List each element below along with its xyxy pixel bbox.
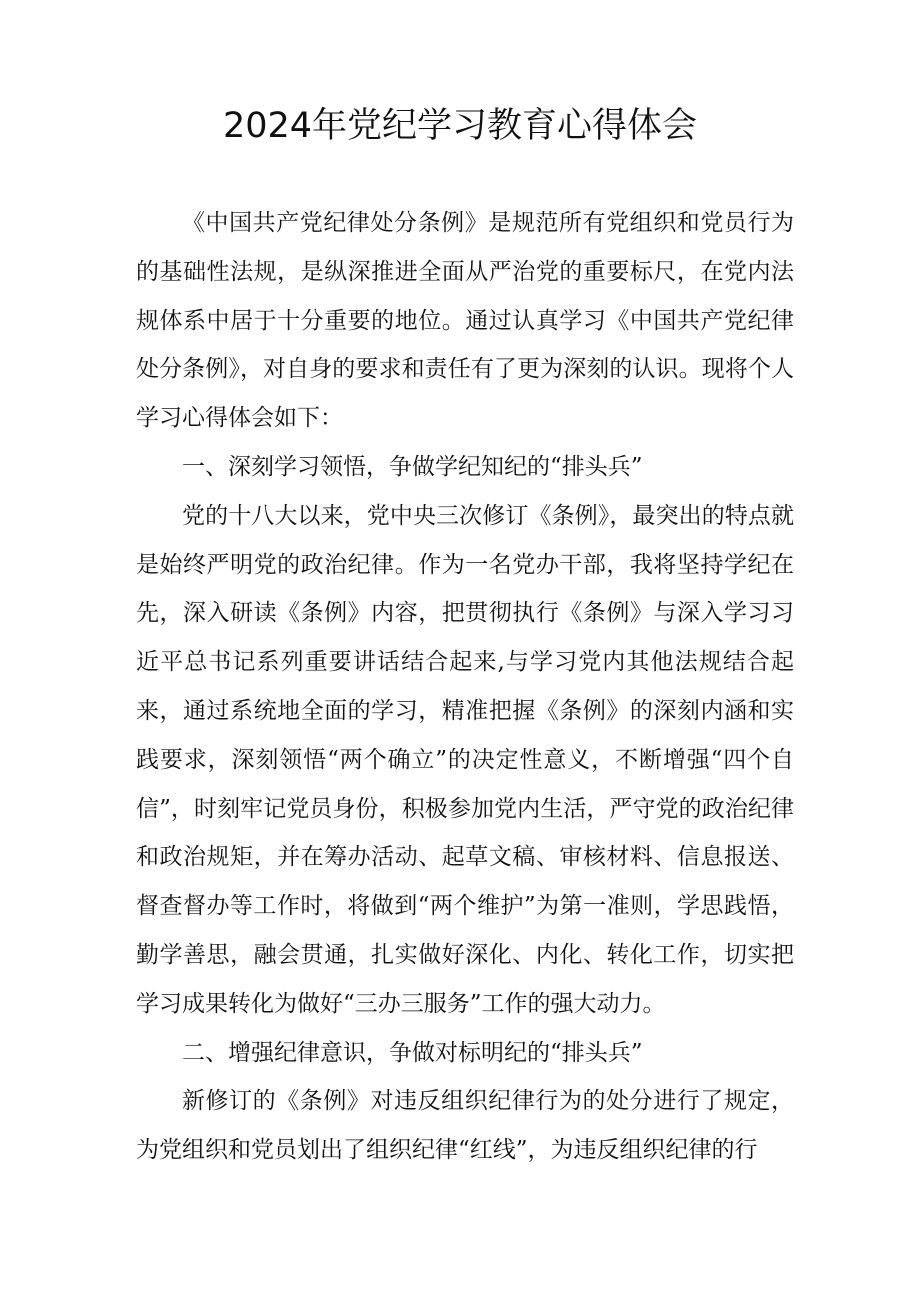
section-1-paragraph: 党的十八大以来，党中央三次修订《条例》，最突出的特点就是始终严明党的政治纪律。作为一名党办干部，我将坚持学纪在先，深入研读《条例》内容，把贯彻执行《条例》与深入学习习近平总书记系列重要讲话结合起来,与学习党内其他法规结合起来，通过系统地全面的学习，精准把握《条例》的深刻内涵和实践要求，深刻领悟“两个确立”的决定性意义，不断增强“四个自信”，时刻牢记党员身份，积极参加党内生活，严守党的政治纪律和政治规矩，并在筹办活动、起草文稿、审核材料、信息报送、督查督办等工作时，将做到“两个维护”为第一准则，学思践悟，勤学善思，融会贯通，扎实做好深化、内化、转化工作，切实把学习成果转化为做好“三办三服务”工作的强大动力。: [136, 502, 794, 1017]
document-title: 2024年党纪学习教育心得体会: [222, 106, 698, 146]
section-heading-1: 一、深刻学习领悟，争做学纪知纪的“排头兵”: [182, 453, 643, 480]
section-2-paragraph: 新修订的《条例》对违反组织纪律行为的处分进行了规定，为党组织和党员划出了组织纪律“红线”，为违反组织纪律的行: [136, 1088, 794, 1164]
intro-paragraph: 《中国共产党纪律处分条例》是规范所有党组织和党员行为的基础性法规，是纵深推进全面从严治党的重要标尺，在党内法规体系中居于十分重要的地位。通过认真学习《中国共产党纪律处分条例》，对自身的要求和责任有了更为深刻的认识。现将个人学习心得体会如下：: [136, 210, 794, 432]
section-heading-2: 二、增强纪律意识，争做对标明纪的“排头兵”: [182, 1039, 643, 1066]
document-body: [136, 199, 794, 1175]
